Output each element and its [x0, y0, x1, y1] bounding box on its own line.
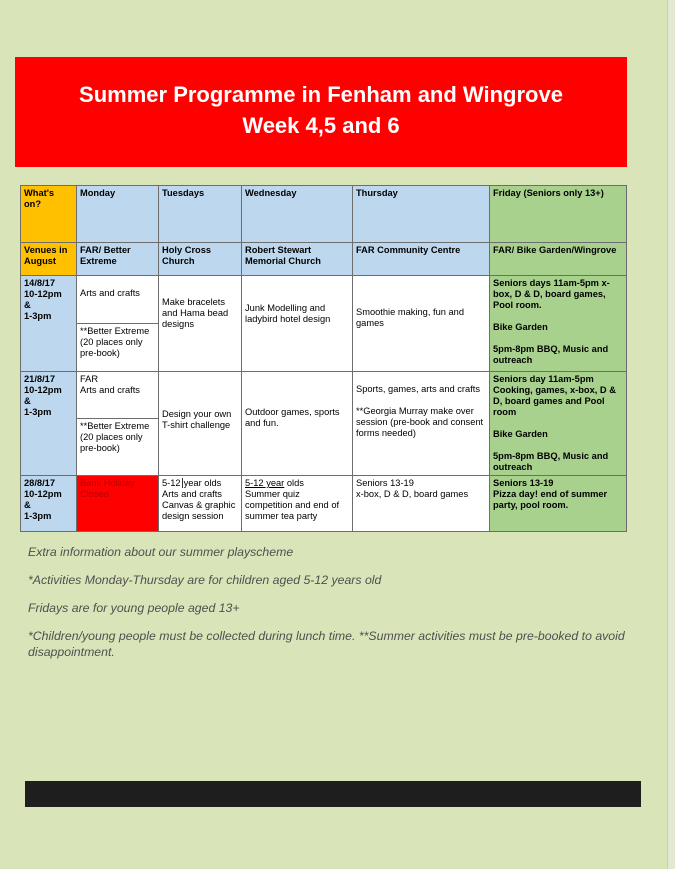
week3-wednesday-age — [245, 478, 349, 489]
week2-time-morning: 10-12pm — [24, 385, 62, 395]
week3-row — [21, 476, 627, 532]
week3-time-afternoon: 1-3pm — [24, 511, 52, 521]
week2-thursday-makeover: **Georgia Murray make over session (pre-book and consent forms needed) — [356, 406, 484, 438]
week1-thursday — [353, 276, 490, 372]
schedule-table — [20, 185, 627, 532]
header-thursday: Thursday — [353, 186, 490, 243]
venue-label: Venues in August — [21, 243, 77, 276]
header-whats-on: What's on? — [21, 186, 77, 243]
week3-wednesday — [242, 476, 353, 532]
venue-tuesday: Holy Cross Church — [159, 243, 242, 276]
week2-friday — [490, 372, 627, 476]
week3-tuesday-text: Arts and crafts Canvas & graphic design session — [162, 489, 236, 521]
week1-monday-bottom: **Better Extreme (20 places only pre-book) — [77, 324, 159, 372]
week3-friday-seniors: Seniors 13-19 — [493, 478, 554, 488]
week1-friday-bike: Bike Garden — [493, 322, 548, 332]
week2-date-cell — [21, 372, 77, 476]
venue-thursday: FAR Community Centre — [353, 243, 490, 276]
week3-wednesday-age-suffix: olds — [286, 478, 304, 488]
week2-friday-bbq: 5pm-8pm BBQ, Music and outreach — [493, 451, 609, 472]
extra-info — [28, 544, 638, 672]
header-friday: Friday (Seniors only 13+) — [490, 186, 627, 243]
week2-monday-top — [77, 372, 159, 419]
week2-monday-arts: Arts and crafts — [80, 385, 140, 395]
week1-tuesday-text: Make bracelets and Hama bead designs — [162, 297, 229, 329]
week3-thursday-text: x-box, D & D, board games — [356, 489, 469, 499]
week1-time-morning: 10-12pm — [24, 289, 62, 299]
week3-time-morning: 10-12pm — [24, 489, 62, 499]
week2-date: 21/8/17 — [24, 374, 56, 384]
week3-date-cell — [21, 476, 77, 532]
week2-monday-far: FAR — [80, 374, 99, 384]
header-wednesday: Wednesday — [242, 186, 353, 243]
week1-time-afternoon: 1-3pm — [24, 311, 52, 321]
week2-thursday — [353, 372, 490, 476]
header-tuesday: Tuesdays — [159, 186, 242, 243]
week3-amp: & — [24, 500, 31, 510]
week3-thursday-seniors: Seniors 13-19 — [356, 478, 414, 488]
banner-title-line2: Week 4,5 and 6 — [242, 113, 400, 138]
week2-row-top — [21, 372, 627, 419]
week1-monday-top: Arts and crafts — [77, 276, 159, 324]
banner-title-line1: Summer Programme in Fenham and Wingrove — [79, 82, 563, 107]
week2-monday-bottom: **Better Extreme (20 places only pre-book) — [77, 418, 159, 475]
title-banner — [15, 57, 627, 167]
header-row — [21, 186, 627, 243]
week1-amp: & — [24, 300, 31, 310]
week2-wednesday-text: Outdoor games, sports and fun. — [245, 406, 340, 428]
venue-monday: FAR/ Better Extreme — [77, 243, 159, 276]
week2-time-afternoon: 1-3pm — [24, 407, 52, 417]
footer-bar — [25, 781, 641, 807]
venue-row — [21, 243, 627, 276]
venue-wednesday: Robert Stewart Memorial Church — [242, 243, 353, 276]
week3-friday — [490, 476, 627, 532]
week1-row-top — [21, 276, 627, 324]
week2-thursday-activities: Sports, games, arts and crafts — [356, 384, 481, 394]
week1-date: 14/8/17 — [24, 278, 56, 288]
week2-tuesday — [159, 372, 242, 476]
week2-friday-bike: Bike Garden — [493, 429, 548, 439]
page-edge — [667, 0, 675, 869]
week3-date: 28/8/17 — [24, 478, 56, 488]
week3-tuesday-age — [162, 478, 238, 489]
info-age-friday: Fridays are for young people aged 13+ — [28, 601, 240, 615]
week2-amp: & — [24, 396, 31, 406]
header-monday: Monday — [77, 186, 159, 243]
week2-wednesday — [242, 372, 353, 476]
week1-friday — [490, 276, 627, 372]
week2-tuesday-text: Design your own T-shirt challenge — [162, 408, 232, 430]
week3-friday-text: Pizza day! end of summer party, pool room. — [493, 489, 608, 510]
week3-monday: Bank Holiday Closed — [77, 476, 159, 532]
week2-friday-seniors: Seniors day 11am-5pm Cooking, games, x-box, D & D, board games and Pool room — [493, 374, 616, 417]
week1-date-cell — [21, 276, 77, 372]
info-collection-note: *Children/young people must be collected during lunch time. **Summer activities must be pre-booked to avoid disappointment. — [28, 629, 625, 659]
venue-friday: FAR/ Bike Garden/Wingrove — [490, 243, 627, 276]
week1-thursday-text: Smoothie making, fun and games — [356, 306, 465, 328]
week3-wednesday-text: Summer quiz competition and end of summer tea party — [245, 489, 340, 521]
week1-wednesday — [242, 276, 353, 372]
week1-friday-seniors: Seniors days 11am-5pm x-box, D & D, board games, Pool room. — [493, 278, 610, 310]
info-age-weekday: *Activities Monday-Thursday are for children aged 5-12 years old — [28, 573, 382, 587]
info-heading: Extra information about our summer playscheme — [28, 545, 294, 559]
week3-wednesday-age-range: 5-12 year — [245, 478, 285, 488]
week3-tuesday-age-range: 5-12 — [162, 478, 181, 488]
week3-tuesday-age-suffix: year olds — [183, 478, 222, 488]
week1-friday-bbq: 5pm-8pm BBQ, Music and outreach — [493, 344, 609, 365]
week1-wednesday-text: Junk Modelling and ladybird hotel design — [245, 302, 331, 324]
week3-thursday — [353, 476, 490, 532]
week1-tuesday — [159, 276, 242, 372]
week3-tuesday — [159, 476, 242, 532]
